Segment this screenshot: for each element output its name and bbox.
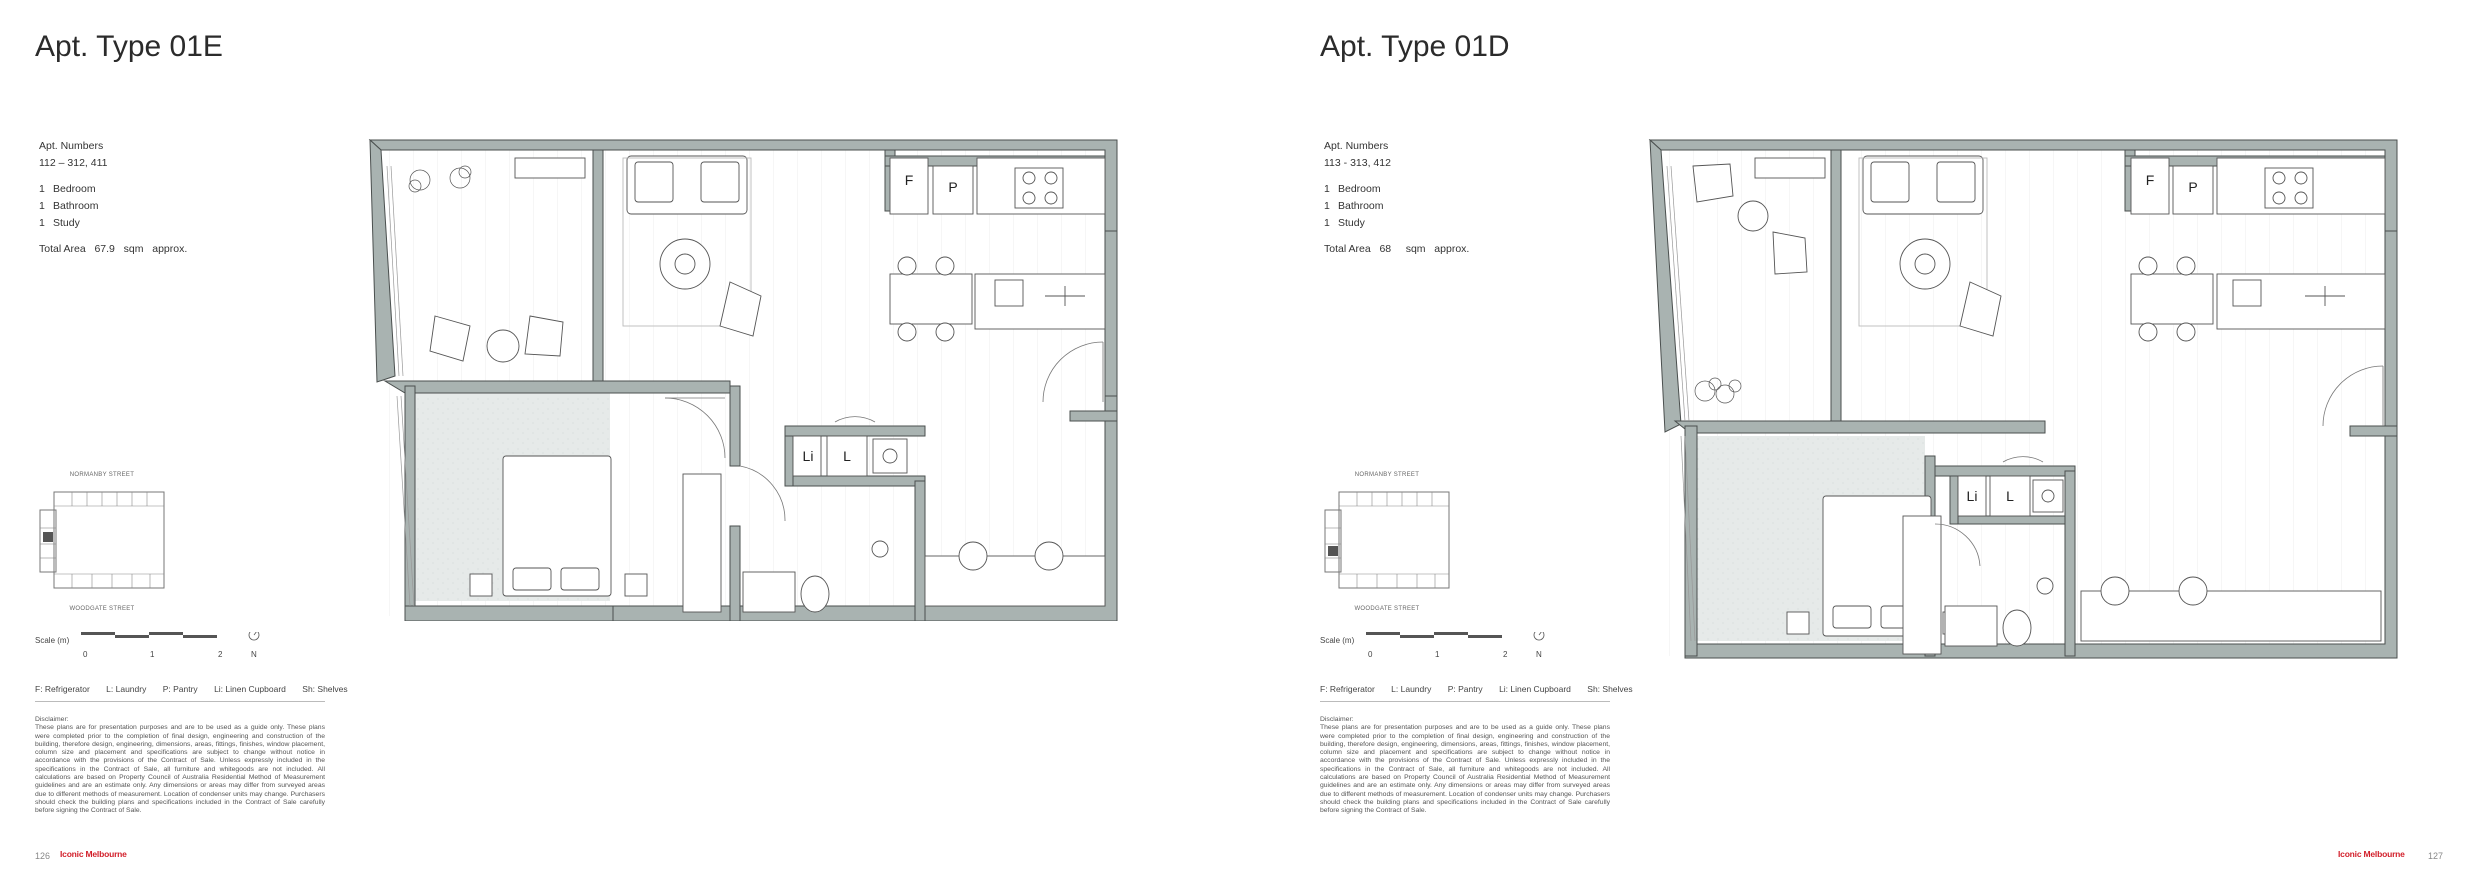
key-plan: [32, 472, 172, 612]
floor-plan: [365, 136, 1125, 621]
street-label-bottom: WOODGATE STREET: [1354, 606, 1420, 612]
legend-item: Sh: Shelves: [1587, 684, 1633, 694]
disclaimer-text: These plans are for presentation purposes and are to be used as a guide only. These plans were completed prior to the completion of final design, engineering and construction of the building, therefore design, engineering, dimensions, areas, fittings, finishes, window placement, column size and placement and specifications are subject to change without notice in accordance with the provisions of the Contract of Sale. Unless expressly included in the specifications in the Contract of Sale, all furniture and whitegoods are not included. All calculations are based on Property Council of Australia Residential Method of Measurement guidelines and are an estimate only. Any dimensions or areas may differ from surveyed areas due to different methods of measurement. Location of condenser units may change. Purchasers should check the building plans and specifications included in the Contract of Sale carefully before signing the Contract of Sale.: [35, 724, 325, 815]
room-bedroom: 1 Bedroom: [39, 183, 96, 195]
apt-numbers-label: Apt. Numbers: [39, 140, 104, 152]
plan-label-f: F: [2145, 172, 2155, 188]
scale-label: Scale (m): [35, 636, 70, 645]
apt-numbers-label: Apt. Numbers: [1324, 140, 1389, 152]
legend-item: F: Refrigerator: [1320, 684, 1375, 694]
street-label-bottom: WOODGATE STREET: [69, 606, 135, 612]
room-bathroom: 1 Bathroom: [1324, 200, 1384, 212]
plan-label-l: L: [843, 448, 851, 464]
key-plan: [1317, 472, 1457, 612]
street-label-top: NORMANBY STREET: [69, 472, 135, 478]
north-label: N: [251, 650, 257, 659]
legend-item: L: Laundry: [106, 684, 147, 694]
apartment-details: [1324, 138, 1469, 258]
legend-item: Li: Linen Cupboard: [214, 684, 286, 694]
scale-tick-1: 1: [1435, 650, 1440, 659]
divider: [35, 701, 325, 702]
disclaimer-heading: Disclaimer:: [1320, 716, 1354, 723]
apt-numbers: 113 - 313, 412: [1324, 157, 1391, 169]
room-study: 1 Study: [39, 217, 80, 229]
page-number: 126: [35, 851, 51, 861]
scale-tick-1: 1: [150, 650, 155, 659]
legend-item: Li: Linen Cupboard: [1499, 684, 1571, 694]
scale-label: Scale (m): [1320, 636, 1355, 645]
scale-bar: [35, 636, 257, 659]
disclaimer-text: These plans are for presentation purposes and are to be used as a guide only. These plans were completed prior to the completion of final design, engineering and construction of the building, therefore design, engineering, dimensions, areas, fittings, finishes, window placement, column size and placement and specifications are subject to change without notice in accordance with the provisions of the Contract of Sale. Unless expressly included in the specifications in the Contract of Sale, all furniture and whitegoods are not included. All calculations are based on Property Council of Australia Residential Method of Measurement guidelines and are an estimate only. Any dimensions or areas may differ from surveyed areas due to different methods of measurement. Location of condenser units may change. Purchasers should check the building plans and specifications included in the Contract of Sale carefully before signing the Contract of Sale.: [1320, 724, 1610, 815]
scale-tick-0: 0: [83, 650, 88, 659]
key-plan-drawing: [32, 484, 172, 604]
page-right: [1240, 0, 2480, 877]
disclaimer: [1320, 716, 1610, 816]
plan-label-l: L: [2006, 488, 2014, 504]
scale-bar: [1320, 636, 1542, 659]
divider: [1320, 701, 1610, 702]
plan-label-p: P: [948, 179, 958, 195]
legend-item: Sh: Shelves: [302, 684, 348, 694]
brand-logo: Iconic Melbourne: [2338, 849, 2405, 859]
plan-label-li: Li: [802, 448, 814, 464]
legend: [1320, 684, 1647, 694]
room-bedroom: 1 Bedroom: [1324, 183, 1381, 195]
legend-item: P: Pantry: [1447, 684, 1483, 694]
disclaimer-heading: Disclaimer:: [35, 716, 69, 723]
room-bathroom: 1 Bathroom: [39, 200, 99, 212]
plan-label-f: F: [904, 172, 914, 188]
brand-logo: Iconic Melbourne: [60, 849, 127, 859]
legend: [35, 684, 362, 694]
north-label: N: [1536, 650, 1542, 659]
total-area: Total Area 67.9 sqm approx.: [39, 243, 188, 255]
page-title: Apt. Type 01D: [1320, 30, 1510, 63]
legend-item: F: Refrigerator: [35, 684, 90, 694]
page-number: 127: [2428, 851, 2444, 861]
disclaimer: [35, 716, 325, 816]
floor-plan: [1645, 136, 2405, 661]
plan-label-p: P: [2188, 179, 2198, 195]
scale-tick-2: 2: [218, 650, 223, 659]
apt-numbers: 112 – 312, 411: [39, 157, 108, 169]
street-label-top: NORMANBY STREET: [1354, 472, 1420, 478]
legend-item: L: Laundry: [1391, 684, 1432, 694]
page-title: Apt. Type 01E: [35, 30, 223, 63]
scale-tick-0: 0: [1368, 650, 1373, 659]
scale-tick-2: 2: [1503, 650, 1508, 659]
plan-label-li: Li: [1966, 488, 1978, 504]
room-study: 1 Study: [1324, 217, 1365, 229]
legend-item: P: Pantry: [162, 684, 198, 694]
key-plan-drawing: [1317, 484, 1457, 604]
apartment-details: [39, 138, 187, 258]
total-area: Total Area 68 sqm approx.: [1324, 243, 1470, 255]
